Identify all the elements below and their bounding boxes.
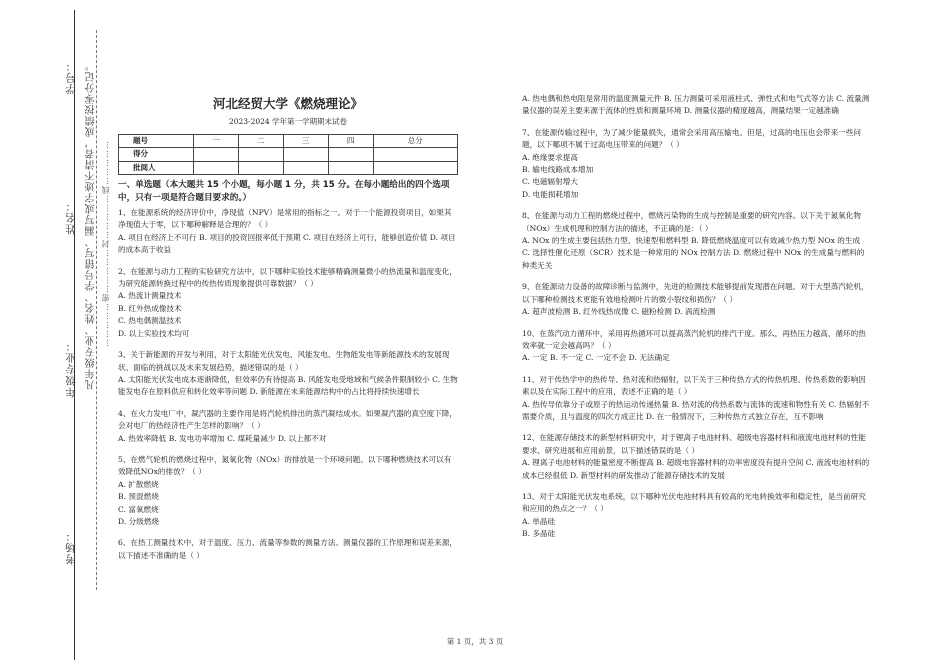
question-option: B. 预混燃烧 (118, 492, 159, 502)
question-stem: 9、在能源动力设备的故障诊断与监测中，先进的检测技术能够提前发现潜在问题。对于大型蒸汽轮机，以下哪种检测技术更能有效地检测叶片的微小裂纹和损伤？（ ） (522, 282, 869, 304)
right-column (522, 93, 870, 550)
question-option: A. NOx 的生成主要包括热力型、快速型和燃料型 B. 降低燃烧温度可以有效减少热力型 NOx 的生成 C. 选择性催化还原（SCR）技术是一种常用的 NOx 控制方法 D. 燃烧过程中 NOx 的生成量与燃料的种类无关 (522, 236, 865, 270)
question-list-right (522, 93, 870, 541)
question-item (522, 432, 870, 482)
question-item (118, 207, 458, 257)
question-option: B. 多晶硅 (522, 529, 556, 539)
question-stem: 3、关于新能源的开发与利用，对于太阳能光伏发电、风能发电、生物能发电等新能源技术的发展现状、面临的挑战以及未来发展趋势，描述错误的是（ ） (118, 350, 450, 372)
score-row-label: 批阅人 (119, 161, 194, 174)
question-option: C. 富氧燃烧 (118, 504, 159, 514)
question-item (522, 328, 870, 365)
question-item (118, 349, 458, 399)
question-option: C. 热电偶测温技术 (118, 316, 182, 326)
score-table (118, 134, 458, 175)
score-cell[interactable] (194, 148, 239, 161)
question-item (522, 374, 870, 424)
score-table-header: 一 (194, 134, 239, 147)
question-stem: 11、对于传热学中的热传导、热对流和热辐射，以下关于三种传热方式的传热机理、传热系数的影响因素以及在实际工程中的应用，表述不正确的是（ ） (522, 374, 866, 397)
score-table-row (119, 148, 458, 161)
score-table-header: 三 (283, 134, 328, 147)
question-option: D. 电能损耗增加 (522, 189, 579, 199)
student-id-label: 学号： (65, 60, 77, 95)
question-item (522, 127, 870, 201)
score-table-header: 总分 (373, 134, 458, 147)
score-cell[interactable] (283, 148, 328, 161)
score-cell[interactable] (373, 148, 458, 161)
score-table-header: 二 (238, 134, 283, 147)
score-cell[interactable] (194, 161, 239, 174)
score-table-row (119, 161, 458, 174)
question-item (522, 491, 870, 541)
page-footer: 第 1 页，共 3 页 (446, 637, 504, 646)
question-stem: 13、对于太阳能光伏发电系统，以下哪种光伏电池材料具有较高的光电转换效率和稳定性，是当前研究和应用的热点之一？（ ） (522, 491, 866, 514)
class-label: 年级专业： (65, 340, 77, 398)
question-option: A. 绝缘要求提高 (522, 152, 578, 162)
question-option: A. 热流计测量技术 (118, 291, 182, 301)
exam-subtitle: 2023-2024 学年第一学期期末试卷 (228, 117, 348, 127)
score-cell[interactable] (283, 161, 328, 174)
question-option: A. 热电偶和热电阻是常用的温度测量元件 B. 压力测量可采用液柱式、弹性式和电气式等方法 C. 流量测量仪器的误差主要来源于流体的性质和测量环境 D. 测量仪器的精度越高，测量结果一定越准确 (522, 94, 870, 116)
question-item (118, 537, 458, 562)
question-stem: 7、在能源传输过程中，为了减少能量损失，通常会采用高压输电。但是，过高的电压也会带来一些问题，以下哪项不属于过高电压带来的问题？（ ） (522, 127, 861, 150)
question-option: A. 太阳能光伏发电成本逐渐降低，但效率仍有待提高 B. 风能发电受地域和气候条件限制较小 C. 生物能发电存在原料供应和转化效率等问题 D. 新能源在未来能源结构中的占比将持续快速增长 (118, 374, 458, 397)
binding-margin (0, 0, 110, 672)
question-stem: 8、在能源与动力工程的燃烧过程中，燃烧污染物的生成与控制是重要的研究内容。以下关于氮氧化物（NOx）生成机理和控制方法的描述，不正确的是：（ ） (522, 211, 861, 233)
section-heading: 一、单选题（本大题共 15 个小题，每小题 1 分，共 15 分。在每小题给出的四个选项中，只有一项是符合题目要求的。） (118, 180, 450, 204)
question-option: D. 分级燃烧 (118, 516, 160, 526)
question-stem: 4、在火力发电厂中，凝汽器的主要作用是将汽轮机排出的蒸汽凝结成水。如果凝汽器的真空度下降，会对电厂的热经济性产生怎样的影响？（ ） (118, 408, 457, 431)
exam-room-label: 考场： (65, 530, 77, 565)
question-stem: 2、在能源与动力工程的实验研究方法中，以下哪种实验技术能够精确测量微小的热流量和温度变化，为研究能源转换过程中的传热传质现象提供可靠数据？（ ） (118, 266, 457, 289)
name-label: 姓名： (65, 200, 77, 235)
question-option: A. 锂离子电池材料的能量密度不断提高 B. 超级电容器材料的功率密度没有提升空间 C. 液流电池材料的成本已经很低 D. 新型材料的研发推动了能源存储技术的发展 (522, 458, 870, 480)
question-option: A. 超声波检测 B. 红外线热成像 C. 磁粉检测 D. 涡流检测 (522, 307, 716, 317)
score-cell[interactable] (328, 148, 373, 161)
left-column (118, 98, 458, 571)
question-stem: 6、在热工测量技术中，对于温度、压力、流量等参数的测量方法、测量仪器的工作原理和误差来源，以下描述不准确的是（ ） (118, 538, 457, 560)
question-option: A. 一定 B. 不一定 C. 一定不会 D. 无法确定 (522, 353, 670, 363)
question-stem: 1、在能源系统的经济评价中，净现值（NPV）是常用的指标之一。对于一个能源投资项目，如果其净现值大于零，以下哪种解释是合理的？（ ） (118, 208, 452, 230)
question-option: C. 电磁辐射增大 (522, 177, 578, 187)
question-stem: 10、在蒸汽动力循环中，采用再热循环可以提高蒸汽轮机的排汽干度。那么，再热压力越高，循环的热效率就一定会越高吗？（ ） (522, 328, 866, 350)
score-table-header-row (119, 134, 458, 147)
question-item (522, 210, 870, 272)
score-table-header: 题号 (119, 134, 194, 147)
score-cell[interactable] (328, 161, 373, 174)
question-item (118, 408, 458, 445)
question-option: D. 以上实验技术均可 (118, 328, 190, 338)
binding-notice: 凡年级专业、姓名、学号错写、漏写或字迹不清者，成绩按零分记。 (86, 60, 97, 390)
question-item (522, 93, 870, 118)
question-option: B. 红外热成像技术 (118, 303, 182, 313)
score-cell[interactable] (373, 161, 458, 174)
seal-line-label: ……………密……………封……………线…………… (101, 140, 110, 347)
question-option: A. 热传导依靠分子或原子的热运动传递热量 B. 热对流的传热系数与流体的流速和物性有关 C. 热辐射不需要介质，且与温度的四次方成正比 D. 在一般情况下，三种传热方式独立存在，互不影响 (522, 399, 870, 421)
question-stem: 12、在能源存储技术的新型材料研究中，对于锂离子电池材料、超级电容器材料和液流电池材料的性能要求、研究进展和应用前景，以下描述错误的是（ ） (522, 433, 866, 455)
question-stem: 5、在燃气轮机的燃烧过程中，氮氧化物（NOx）的排放是一个环境问题。以下哪种燃烧技术可以有效降低NOx的排放？（ ） (118, 454, 452, 477)
question-item (118, 266, 458, 340)
question-item (118, 454, 458, 528)
question-option: A. 项目在经济上不可行 B. 项目的投资回报率低于预期 C. 项目在经济上可行，能够创造价值 D. 项目的成本高于收益 (118, 232, 456, 255)
score-cell[interactable] (238, 148, 283, 161)
question-option: A. 扩散燃烧 (118, 479, 159, 489)
exam-title: 河北经贸大学《燃烧理论》 (212, 96, 363, 111)
question-option: B. 输电线路成本增加 (522, 165, 594, 175)
question-list-left (118, 207, 458, 562)
score-row-label: 得分 (119, 148, 194, 161)
score-table-header: 四 (328, 134, 373, 147)
question-item (522, 281, 870, 318)
score-cell[interactable] (238, 161, 283, 174)
question-option: A. 单晶硅 (522, 516, 556, 526)
question-option: A. 热效率降低 B. 发电功率增加 C. 煤耗量减少 D. 以上都不对 (118, 433, 327, 443)
